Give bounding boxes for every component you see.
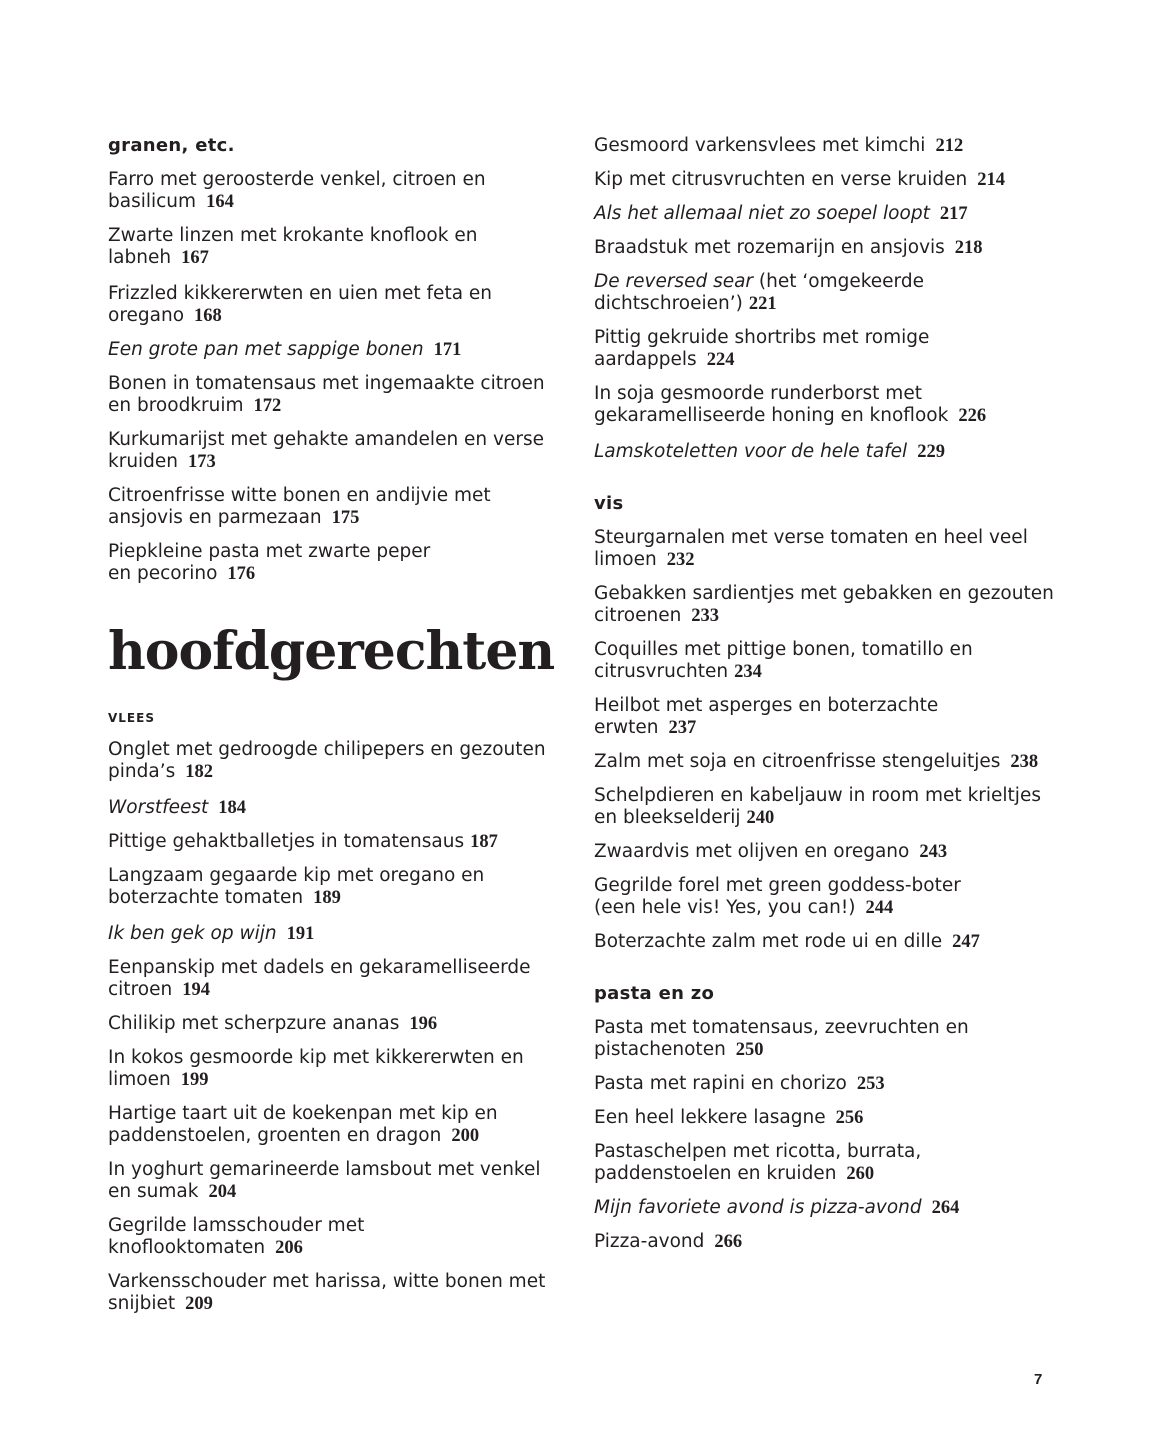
toc-entry[interactable] bbox=[594, 527, 1028, 571]
page-number: 196 bbox=[409, 1014, 438, 1034]
page-number: 244 bbox=[865, 898, 894, 918]
page-number: 167 bbox=[181, 248, 209, 268]
entry-title: Pittige gehaktballetjes in tomatensaus bbox=[108, 831, 465, 852]
entry-title-line1: Bonen in tomatensaus met ingemaakte citroen bbox=[108, 373, 545, 394]
toc-entry[interactable] bbox=[594, 1017, 969, 1061]
page-number: 226 bbox=[958, 406, 987, 426]
entry-title-line1: Gegrilde forel met green goddess-boter bbox=[594, 875, 961, 896]
entry-title: Lamskoteletten voor de hele tafel bbox=[594, 441, 908, 462]
entry-title-line1: In yoghurt gemarineerde lamsbout met venkel bbox=[108, 1159, 541, 1180]
entry-title-line2: citroen bbox=[108, 979, 173, 1000]
entry-title-line1: Pastaschelpen met ricotta, burrata, bbox=[594, 1141, 922, 1162]
entry-title-line2: en bleekselderij bbox=[594, 807, 741, 828]
entry-title-line2: labneh bbox=[108, 247, 172, 268]
entry-title-line1: Farro met geroosterde venkel, citroen en bbox=[108, 169, 486, 190]
toc-entry[interactable] bbox=[594, 441, 945, 463]
entry-title-line2: en sumak bbox=[108, 1181, 199, 1202]
entry-title-line1: Schelpdieren en kabeljauw in room met krieltjes bbox=[594, 785, 1041, 806]
page-number: 234 bbox=[734, 662, 762, 682]
page-number: 189 bbox=[313, 888, 341, 908]
entry-title-line1: Pasta met tomatensaus, zeevruchten en bbox=[594, 1017, 969, 1038]
entry-title: Zwaardvis met olijven en oregano bbox=[594, 841, 910, 862]
entry-title-line2: gekaramelliseerde honing en knoflook bbox=[594, 405, 949, 426]
page-number: 243 bbox=[919, 842, 948, 862]
entry-title-line2: citrusvruchten bbox=[594, 661, 729, 682]
entry-title-line2: basilicum bbox=[108, 191, 197, 212]
toc-entry[interactable] bbox=[594, 583, 1054, 627]
entry-title-line2: erwten bbox=[594, 717, 659, 738]
page-number: 171 bbox=[433, 340, 462, 360]
entry-title: Boterzachte zalm met rode ui en dille bbox=[594, 931, 943, 952]
toc-entry[interactable] bbox=[108, 865, 484, 909]
toc-entry[interactable] bbox=[108, 1103, 498, 1147]
toc-entry[interactable] bbox=[594, 1107, 863, 1129]
page-number: 229 bbox=[917, 442, 945, 462]
page-number: 191 bbox=[286, 924, 315, 944]
entry-title-line1: Gebakken sardientjes met gebakken en gezouten bbox=[594, 583, 1054, 604]
toc-entry[interactable] bbox=[594, 237, 983, 259]
toc-entry[interactable] bbox=[594, 639, 973, 683]
entry-title: Worstfeest bbox=[108, 797, 209, 818]
page-number: 184 bbox=[218, 798, 247, 818]
page-number: 182 bbox=[185, 762, 213, 782]
page-number: 238 bbox=[1010, 752, 1039, 772]
page-number: 221 bbox=[748, 294, 777, 314]
toc-entry[interactable] bbox=[594, 1231, 742, 1253]
entry-title-line1: Coquilles met pittige bonen, tomatillo en bbox=[594, 639, 973, 660]
toc-entry[interactable] bbox=[108, 225, 477, 269]
entry-title-italic-part: De reversed sear bbox=[594, 271, 754, 292]
toc-entry[interactable] bbox=[108, 1215, 364, 1259]
toc-entry[interactable] bbox=[594, 135, 963, 157]
entry-title-line2: limoen bbox=[594, 549, 657, 570]
page-number: 199 bbox=[180, 1070, 209, 1090]
page-number: 194 bbox=[182, 980, 210, 1000]
page-number: 200 bbox=[451, 1126, 480, 1146]
entry-title-line1: Steurgarnalen met verse tomaten en heel veel bbox=[594, 527, 1028, 548]
entry-title: Mijn favoriete avond is pizza-avond bbox=[594, 1197, 922, 1218]
entry-title-line1: Langzaam gegaarde kip met oregano en bbox=[108, 865, 485, 886]
page-number: 266 bbox=[714, 1232, 743, 1252]
toc-entry[interactable] bbox=[108, 739, 546, 783]
toc-entry[interactable] bbox=[594, 327, 929, 371]
entry-title-line2: limoen bbox=[108, 1069, 171, 1090]
section-heading-granen: granen, etc. bbox=[108, 135, 235, 156]
entry-title: Ik ben gek op wijn bbox=[108, 923, 277, 944]
entry-title-line2: (een hele vis! Yes, you can!) bbox=[594, 897, 856, 918]
page-number: 164 bbox=[206, 192, 234, 212]
subsection-label-vlees: VLEES bbox=[108, 711, 155, 725]
entry-title-line2: paddenstoelen en kruiden bbox=[594, 1163, 837, 1184]
page-number: 253 bbox=[856, 1074, 885, 1094]
entry-title-line2: pinda’s bbox=[108, 761, 176, 782]
page-number: 206 bbox=[275, 1238, 303, 1258]
page-number: 256 bbox=[835, 1108, 864, 1128]
entry-title-line2: aardappels bbox=[594, 349, 697, 370]
section-heading-vis: vis bbox=[594, 493, 624, 514]
toc-entry[interactable] bbox=[594, 169, 1005, 191]
entry-title-line2: citroenen bbox=[594, 605, 682, 626]
toc-entry[interactable] bbox=[108, 1159, 541, 1203]
entry-title-line1: Pittig gekruide shortribs met romige bbox=[594, 327, 930, 348]
toc-entry[interactable] bbox=[108, 283, 492, 327]
entry-title-line2: paddenstoelen, groenten en dragon bbox=[108, 1125, 442, 1146]
entry-title-line2: pistachenoten bbox=[594, 1039, 726, 1060]
page-number: 217 bbox=[939, 204, 968, 224]
entry-title-line1: Heilbot met asperges en boterzachte bbox=[594, 695, 939, 716]
page-number: 168 bbox=[194, 306, 222, 326]
page-number: 224 bbox=[706, 350, 735, 370]
entry-title-line1: Varkensschouder met harissa, witte bonen met bbox=[108, 1271, 546, 1292]
page-number: 187 bbox=[470, 832, 498, 852]
page-number: 264 bbox=[931, 1198, 960, 1218]
entry-title-line2: oregano bbox=[108, 305, 185, 326]
page-number: 214 bbox=[977, 170, 1005, 190]
toc-entry[interactable] bbox=[594, 695, 938, 739]
toc-entry[interactable] bbox=[108, 485, 491, 529]
entry-title-line1: Citroenfrisse witte bonen en andijvie met bbox=[108, 485, 491, 506]
toc-entry[interactable] bbox=[108, 1013, 437, 1035]
page-number: 260 bbox=[846, 1164, 875, 1184]
entry-title: Als het allemaal niet zo soepel loopt bbox=[594, 203, 930, 224]
entry-title-line1: Hartige taart uit de koekenpan met kip en bbox=[108, 1103, 498, 1124]
toc-entry[interactable] bbox=[594, 203, 968, 225]
page-number: 232 bbox=[666, 550, 695, 570]
toc-entry[interactable] bbox=[108, 957, 531, 1001]
toc-entry[interactable] bbox=[594, 751, 1038, 773]
toc-entry[interactable] bbox=[108, 923, 314, 945]
toc-entry[interactable] bbox=[108, 1271, 545, 1315]
toc-entry[interactable] bbox=[108, 797, 246, 819]
page-number: 240 bbox=[746, 808, 775, 828]
entry-title: Een grote pan met sappige bonen bbox=[108, 339, 424, 360]
toc-entry[interactable] bbox=[108, 339, 461, 361]
entry-title-line1: (het ‘omgekeerde bbox=[753, 271, 924, 292]
page-number: 250 bbox=[735, 1040, 764, 1060]
page-number: 237 bbox=[668, 718, 697, 738]
toc-entry[interactable] bbox=[594, 785, 1041, 829]
entry-title: Een heel lekkere lasagne bbox=[594, 1107, 826, 1128]
entry-title-line2: knoflooktomaten bbox=[108, 1237, 266, 1258]
toc-entry[interactable] bbox=[108, 373, 545, 417]
entry-title: Pizza-avond bbox=[594, 1231, 705, 1252]
entry-title: Pasta met rapini en chorizo bbox=[594, 1073, 847, 1094]
entry-title-line2: boterzachte tomaten bbox=[108, 887, 304, 908]
toc-entry[interactable] bbox=[108, 831, 498, 853]
toc-entry[interactable] bbox=[594, 1197, 959, 1219]
page-number: 209 bbox=[185, 1294, 213, 1314]
entry-title-line1: In soja gesmoorde runderborst met bbox=[594, 383, 922, 404]
entry-title: Zalm met soja en citroenfrisse stengeluitjes bbox=[594, 751, 1001, 772]
entry-title-line2: snijbiet bbox=[108, 1293, 176, 1314]
section-heading-pasta: pasta en zo bbox=[594, 983, 715, 1004]
entry-title-line2: dichtschroeien’) bbox=[594, 293, 743, 314]
entry-title-line2: ansjovis en parmezaan bbox=[108, 507, 322, 528]
page-number: 204 bbox=[208, 1182, 237, 1202]
page-number: 212 bbox=[935, 136, 964, 156]
toc-entry[interactable] bbox=[594, 383, 986, 427]
entry-title-line2: en broodkruim bbox=[108, 395, 244, 416]
entry-title-line2: en pecorino bbox=[108, 563, 218, 584]
toc-entry[interactable] bbox=[594, 271, 924, 315]
entry-title-line1: Gegrilde lamsschouder met bbox=[108, 1215, 365, 1236]
toc-entry[interactable] bbox=[108, 169, 486, 213]
toc-entry[interactable] bbox=[594, 875, 961, 919]
toc-entry[interactable] bbox=[108, 1047, 524, 1091]
chapter-title: hoofdgerechten bbox=[108, 621, 555, 682]
page-number: 173 bbox=[188, 452, 216, 472]
entry-title: Kip met citrusvruchten en verse kruiden bbox=[594, 169, 968, 190]
page-number: 233 bbox=[691, 606, 720, 626]
toc-entry[interactable] bbox=[108, 429, 544, 473]
entry-title-line1: Zwarte linzen met krokante knoflook en bbox=[108, 225, 478, 246]
entry-title-line1: Piepkleine pasta met zwarte peper bbox=[108, 541, 431, 562]
toc-entry[interactable] bbox=[594, 1073, 885, 1095]
toc-entry[interactable] bbox=[594, 1141, 921, 1185]
entry-title: Chilikip met scherpzure ananas bbox=[108, 1013, 400, 1034]
page-number-footer: 7 bbox=[1034, 1371, 1043, 1388]
page-number: 218 bbox=[954, 238, 983, 258]
page-number: 247 bbox=[952, 932, 980, 952]
entry-title-line2: kruiden bbox=[108, 451, 179, 472]
entry-title-line1: Frizzled kikkererwten en uien met feta en bbox=[108, 283, 493, 304]
page-number: 175 bbox=[331, 508, 360, 528]
page-number: 176 bbox=[227, 564, 256, 584]
entry-title-line1: In kokos gesmoorde kip met kikkererwten en bbox=[108, 1047, 524, 1068]
entry-title-line1: Eenpanskip met dadels en gekaramelliseerde bbox=[108, 957, 531, 978]
toc-entry[interactable] bbox=[594, 841, 947, 863]
toc-entry[interactable] bbox=[594, 931, 980, 953]
entry-title-line1: Kurkumarijst met gehakte amandelen en verse bbox=[108, 429, 544, 450]
entry-title: Braadstuk met rozemarijn en ansjovis bbox=[594, 237, 945, 258]
page-number: 172 bbox=[253, 396, 282, 416]
entry-title: Gesmoord varkensvlees met kimchi bbox=[594, 135, 926, 156]
toc-entry[interactable] bbox=[108, 541, 430, 585]
entry-title-line1: Onglet met gedroogde chilipepers en gezouten bbox=[108, 739, 546, 760]
